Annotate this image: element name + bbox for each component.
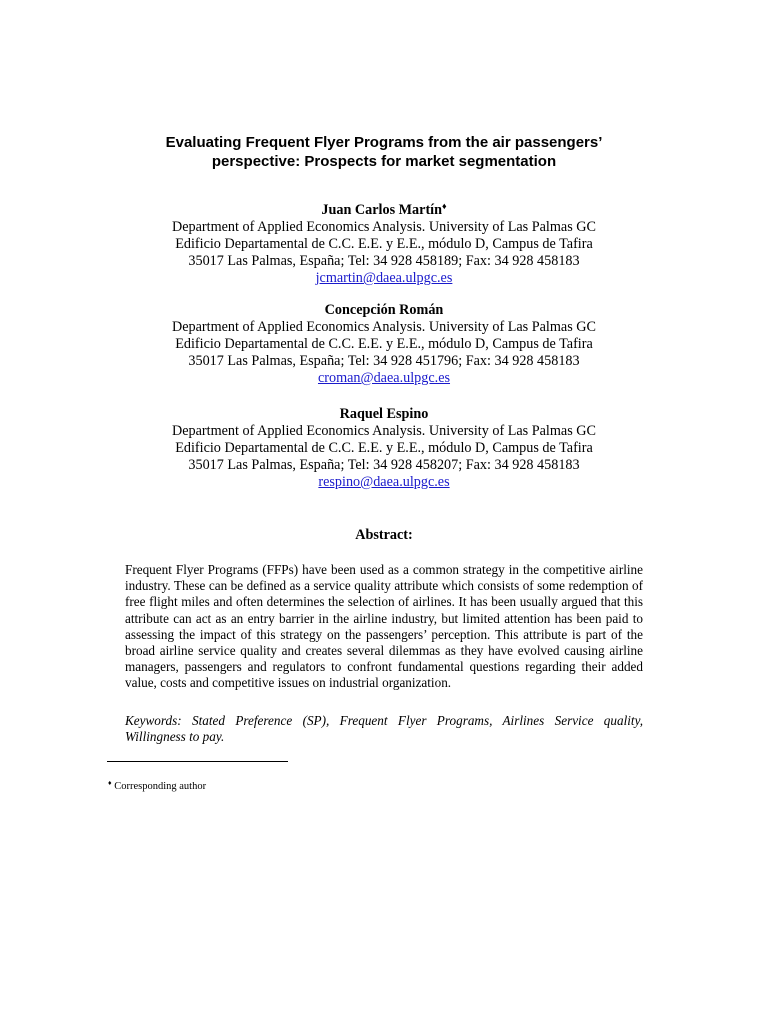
author-email-link[interactable]: respino@daea.ulpgc.es [318, 474, 450, 490]
abstract-text: Frequent Flyer Programs (FFPs) have been used as a common strategy in the competitive airline industry. These can be defined as a service quality attribute which consists of some redemption of free flight miles and often determines the selection of airlines. It has been usually argued that this attribute can act as an entry barrier in the airline industry, but limited attention has been paid to assessing the impact of this strategy on the passengers’ perception. This attribute is part of the broad airline service quality and creates several dilemmas as they have evolved causing airline managers, passengers and regulators to confront fundamental questions regarding their added value, costs and competitive issues on industrial organization. [125, 562, 643, 691]
footnote-text: Corresponding author [114, 781, 207, 792]
author-building: Edificio Departamental de C.C. E.E. y E.E., módulo D, Campus de Tafira [175, 236, 593, 252]
author-name: Juan Carlos Martín [321, 202, 442, 218]
author-department: Department of Applied Economics Analysis. University of Las Palmas GC [172, 319, 596, 335]
author-name: Raquel Espino [339, 406, 429, 422]
author-contact: 35017 Las Palmas, España; Tel: 34 928 458207; Fax: 34 928 458183 [188, 457, 580, 473]
author-block-1 [100, 198, 668, 287]
footnote-marker: ♦ [108, 779, 112, 787]
author-contact: 35017 Las Palmas, España; Tel: 34 928 458189; Fax: 34 928 458183 [188, 253, 580, 269]
author-department: Department of Applied Economics Analysis. University of Las Palmas GC [172, 219, 596, 235]
footnote [108, 777, 206, 793]
author-email-link[interactable]: croman@daea.ulpgc.es [317, 370, 451, 386]
corresponding-author-marker: ♦ [442, 201, 447, 211]
author-block-2 [100, 302, 668, 387]
abstract-heading: Abstract: [355, 527, 413, 543]
author-name: Concepción Román [324, 302, 444, 318]
author-building: Edificio Departamental de C.C. E.E. y E.E., módulo D, Campus de Tafira [175, 440, 593, 456]
author-email-link[interactable]: jcmartin@daea.ulpgc.es [315, 270, 453, 286]
author-contact: 35017 Las Palmas, España; Tel: 34 928 451796; Fax: 34 928 458183 [188, 353, 580, 369]
author-block-3 [100, 406, 668, 491]
title-line-2: perspective: Prospects for market segmentation [211, 153, 557, 170]
title-line-1: Evaluating Frequent Flyer Programs from the air passengers’ [165, 134, 603, 151]
keywords-text: Keywords: Stated Preference (SP), Frequent Flyer Programs, Airlines Service quality, Willingness to pay. [125, 713, 643, 745]
author-building: Edificio Departamental de C.C. E.E. y E.E., módulo D, Campus de Tafira [175, 336, 593, 352]
author-department: Department of Applied Economics Analysis. University of Las Palmas GC [172, 423, 596, 439]
footnote-divider [107, 761, 288, 762]
paper-title [100, 133, 668, 171]
